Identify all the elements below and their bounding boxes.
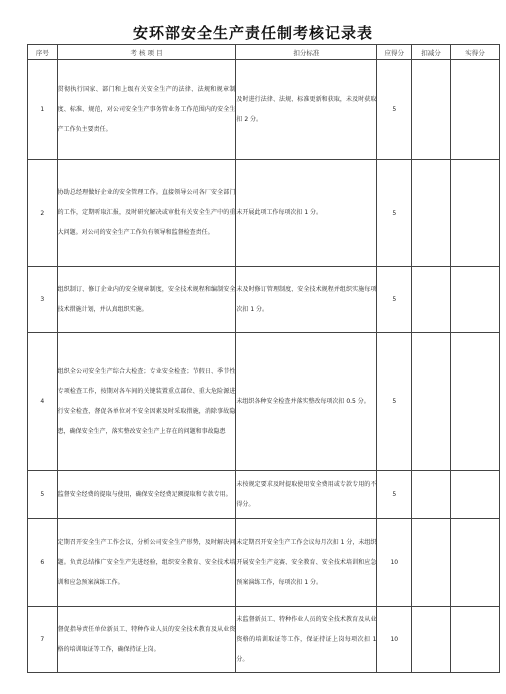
table-row: [28, 333, 500, 471]
row-seq: 5: [28, 471, 58, 519]
row-seq: 1: [28, 60, 58, 160]
row-actual-score[interactable]: [450, 60, 499, 160]
row-deducted[interactable]: [412, 519, 451, 607]
table-row: [28, 607, 500, 673]
row-item: 定期召开安全生产工作会议，分析公司安全生产形势，及时解决问题。负责总结推广安全生产先进经验，组织安全教育、安全技术培训和应急预案演练工作。: [57, 519, 236, 607]
row-standard: 及时进行法律、法规、标准更新和获取，未及时获取扣 2 分。: [236, 60, 377, 160]
row-standard: 未定期召开安全生产工作会议每月次扣 1 分，未组织开展安全生产竞赛、安全教育、安全技术培训和应急预案演练工作，每项次扣 1 分。: [236, 519, 377, 607]
table-row: [28, 160, 500, 267]
row-standard: 未开展此项工作每项次扣 1 分。: [236, 160, 377, 267]
row-deducted[interactable]: [412, 607, 451, 673]
assessment-table: [27, 44, 500, 673]
row-seq: 7: [28, 607, 58, 673]
row-actual-score[interactable]: [450, 607, 499, 673]
row-seq: 2: [28, 160, 58, 267]
row-standard: 未及时修订管理制度、安全技术规程并组织实施每项次扣 1 分。: [236, 267, 377, 333]
row-deducted[interactable]: [412, 267, 451, 333]
header-standard: 扣分标准: [236, 45, 377, 60]
row-item: 组织全公司安全生产综合大检查；专业安全检查；节假日、季节性专项检查工作，按期对各车间的关键装置重点部位、重大危险源进行安全检查，督促各单位对不安全因素及时采取措施，消除事故隐患，确保安全生产，落实整改安全生产上存在的问题和事故隐患: [57, 333, 236, 471]
row-full-score: 5: [377, 160, 412, 267]
row-full-score: 5: [377, 60, 412, 160]
row-item: 协助总经理做好企业的安全管理工作。直接领导公司各厂安全部门的工作，定期听取汇报，及时研究解决或审批有关安全生产中的重大问题。对公司的安全生产工作负有领导和监督检查责任。: [57, 160, 236, 267]
row-item: 组织制订、修订企业内的安全规章制度，安全技术规程和编制安全技术措施计划，并认真组织实施。: [57, 267, 236, 333]
header-full-score: 应得分: [377, 45, 412, 60]
row-full-score: 10: [377, 607, 412, 673]
row-actual-score[interactable]: [450, 160, 499, 267]
row-item: 监督安全经费的提取与使用，确保安全经费足额提取和专款专用。: [57, 471, 236, 519]
row-standard: 未组织各种安全检查并落实整改每项次扣 0.5 分。: [236, 333, 377, 471]
row-standard: 未按规定要求及时提取使用安全费用或专款专用的不得分。: [236, 471, 377, 519]
table-row: [28, 471, 500, 519]
row-deducted[interactable]: [412, 333, 451, 471]
row-full-score: 10: [377, 519, 412, 607]
header-item: 考 核 项 目: [57, 45, 236, 60]
row-seq: 4: [28, 333, 58, 471]
row-standard: 未监督新员工、特种作业人员的安全技术教育及从业资格的培训取证等工作，保证持证上岗每项次扣 1 分。: [236, 607, 377, 673]
row-deducted[interactable]: [412, 471, 451, 519]
header-actual-score: 实得分: [450, 45, 499, 60]
document-title: 安环部安全生产责任制考核记录表: [132, 24, 373, 42]
row-actual-score[interactable]: [450, 471, 499, 519]
row-deducted[interactable]: [412, 60, 451, 160]
row-item: 贯彻执行国家、部门和上级有关安全生产的法律、法规和规章制度、标准、规范，对公司安全生产事务管业务工作范围内的安全生产工作负主要责任。: [57, 60, 236, 160]
row-actual-score[interactable]: [450, 333, 499, 471]
row-deducted[interactable]: [412, 160, 451, 267]
row-seq: 6: [28, 519, 58, 607]
row-full-score: 5: [377, 267, 412, 333]
table-row: [28, 519, 500, 607]
row-full-score: 5: [377, 471, 412, 519]
row-seq: 3: [28, 267, 58, 333]
header-seq: 序号: [28, 45, 58, 60]
row-item: 督促指导责任单位新员工、特种作业人员的安全技术教育及从业资格的培训取证等工作，确保持证上岗。: [57, 607, 236, 673]
row-full-score: 5: [377, 333, 412, 471]
row-actual-score[interactable]: [450, 519, 499, 607]
row-actual-score[interactable]: [450, 267, 499, 333]
table-row: [28, 60, 500, 160]
table-row: [28, 267, 500, 333]
table-header-row: [28, 45, 500, 60]
header-deducted: 扣减分: [412, 45, 451, 60]
